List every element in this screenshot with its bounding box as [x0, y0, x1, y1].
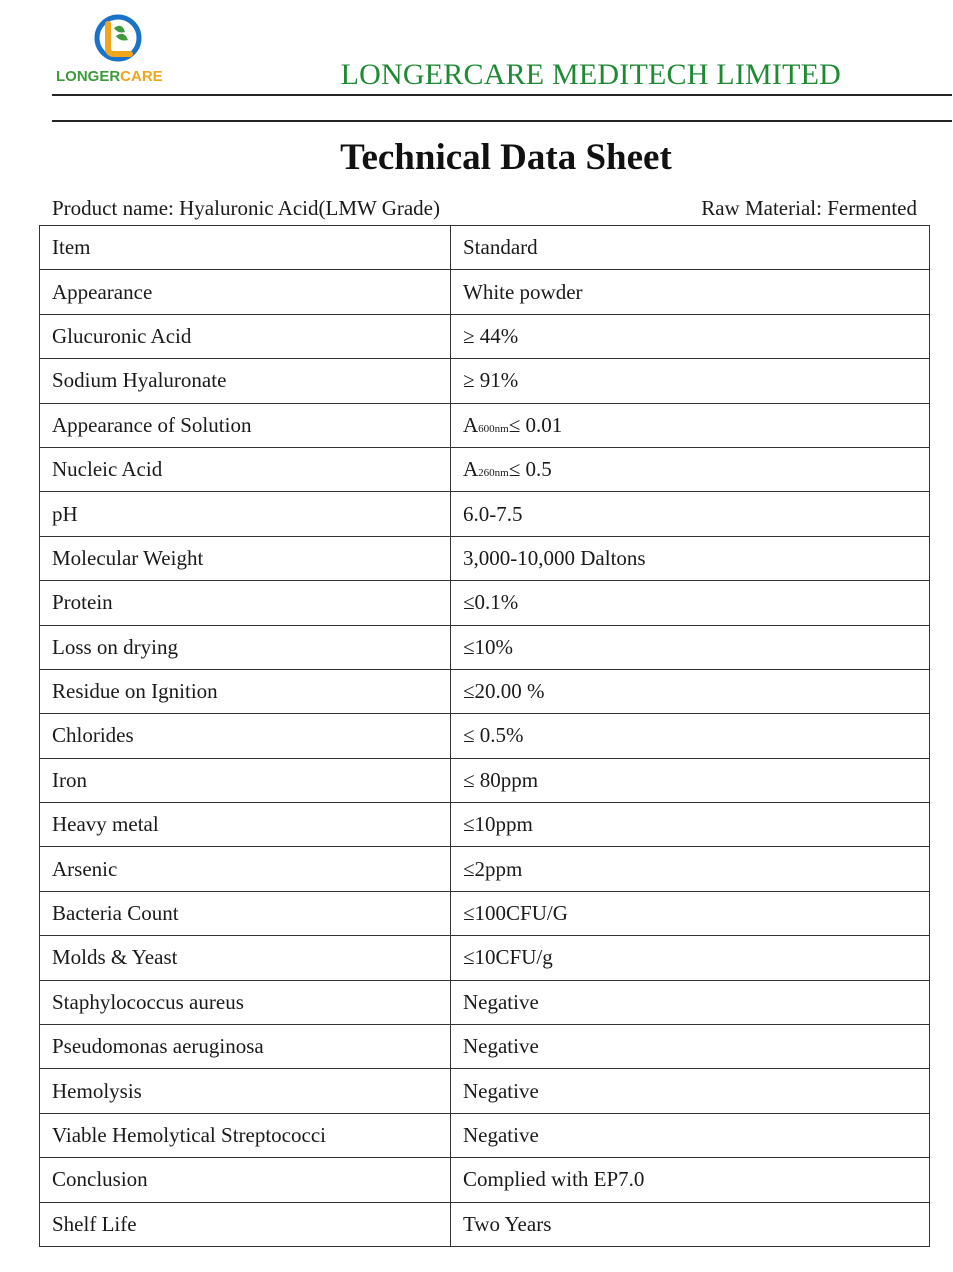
cell-standard: ≤ 80ppm	[451, 758, 930, 802]
header-divider-top	[52, 94, 952, 96]
cell-standard: ≥ 44%	[451, 314, 930, 358]
product-name: Product name: Hyaluronic Acid(LMW Grade)	[52, 196, 440, 220]
cell-item: Viable Hemolytical Streptococci	[40, 1113, 451, 1157]
cell-item: Nucleic Acid	[40, 447, 451, 491]
cell-item: Staphylococcus aureus	[40, 980, 451, 1024]
table-row	[40, 270, 930, 314]
cell-item: Protein	[40, 581, 451, 625]
cell-item: Molecular Weight	[40, 536, 451, 580]
standard-wavelength: 260nm	[478, 467, 509, 480]
cell-standard: ≤10CFU/g	[451, 936, 930, 980]
spec-table-body	[40, 226, 930, 1247]
cell-item: Appearance of Solution	[40, 403, 451, 447]
column-header-item: Item	[40, 226, 451, 270]
cell-standard: ≥ 91%	[451, 359, 930, 403]
cell-item: Shelf Life	[40, 1202, 451, 1246]
table-header-row	[40, 226, 930, 270]
table-row	[40, 314, 930, 358]
standard-limit: ≤ 0.01	[508, 412, 563, 437]
table-row	[40, 1113, 930, 1157]
cell-standard: ≤0.1%	[451, 581, 930, 625]
cell-standard	[451, 403, 930, 447]
table-row	[40, 359, 930, 403]
cell-item: Pseudomonas aeruginosa	[40, 1025, 451, 1069]
cell-standard: ≤10%	[451, 625, 930, 669]
cell-item: Bacteria Count	[40, 891, 451, 935]
cell-item: Arsenic	[40, 847, 451, 891]
table-row	[40, 1069, 930, 1113]
cell-standard: White powder	[451, 270, 930, 314]
standard-wavelength: 600nm	[478, 422, 509, 435]
cell-item: Hemolysis	[40, 1069, 451, 1113]
cell-standard: ≤2ppm	[451, 847, 930, 891]
logo-word-care: CARE	[120, 68, 163, 85]
raw-material: Raw Material: Fermented	[701, 196, 917, 220]
cell-item: Heavy metal	[40, 803, 451, 847]
cell-standard: ≤100CFU/G	[451, 891, 930, 935]
table-row	[40, 492, 930, 536]
cell-standard: Negative	[451, 980, 930, 1024]
table-row	[40, 625, 930, 669]
standard-prefix: A	[463, 457, 479, 482]
cell-standard	[451, 447, 930, 491]
cell-item: Residue on Ignition	[40, 669, 451, 713]
standard-prefix: A	[463, 412, 479, 437]
cell-item: Molds & Yeast	[40, 936, 451, 980]
cell-item: Conclusion	[40, 1158, 451, 1202]
cell-item: Appearance	[40, 270, 451, 314]
table-row	[40, 803, 930, 847]
spec-table	[39, 225, 930, 1247]
cell-standard: 6.0-7.5	[451, 492, 930, 536]
cell-standard: Negative	[451, 1025, 930, 1069]
table-row	[40, 1025, 930, 1069]
table-row	[40, 447, 930, 491]
table-row	[40, 1158, 930, 1202]
table-row	[40, 847, 930, 891]
cell-standard: Two Years	[451, 1202, 930, 1246]
table-row	[40, 936, 930, 980]
table-row	[40, 403, 930, 447]
cell-standard: Complied with EP7.0	[451, 1158, 930, 1202]
cell-standard: ≤20.00 %	[451, 669, 930, 713]
company-name: LONGERCARE MEDITECH LIMITED	[340, 58, 841, 91]
table-row	[40, 581, 930, 625]
cell-item: Sodium Hyaluronate	[40, 359, 451, 403]
standard-limit: ≤ 0.5	[508, 457, 552, 482]
cell-standard: ≤ 0.5%	[451, 714, 930, 758]
cell-standard: 3,000-10,000 Daltons	[451, 536, 930, 580]
cell-standard: ≤10ppm	[451, 803, 930, 847]
table-row	[40, 714, 930, 758]
cell-item: Iron	[40, 758, 451, 802]
table-row	[40, 1202, 930, 1246]
table-row	[40, 758, 930, 802]
logo-word-longer: LONGER	[56, 68, 121, 85]
table-row	[40, 669, 930, 713]
cell-item: Chlorides	[40, 714, 451, 758]
header-divider-bottom	[52, 120, 952, 122]
table-row	[40, 980, 930, 1024]
table-row	[40, 536, 930, 580]
cell-standard: Negative	[451, 1113, 930, 1157]
document-title: Technical Data Sheet	[340, 137, 672, 178]
cell-item: Loss on drying	[40, 625, 451, 669]
cell-standard: Negative	[451, 1069, 930, 1113]
table-row	[40, 891, 930, 935]
cell-item: pH	[40, 492, 451, 536]
cell-item: Glucuronic Acid	[40, 314, 451, 358]
column-header-standard: Standard	[451, 226, 930, 270]
